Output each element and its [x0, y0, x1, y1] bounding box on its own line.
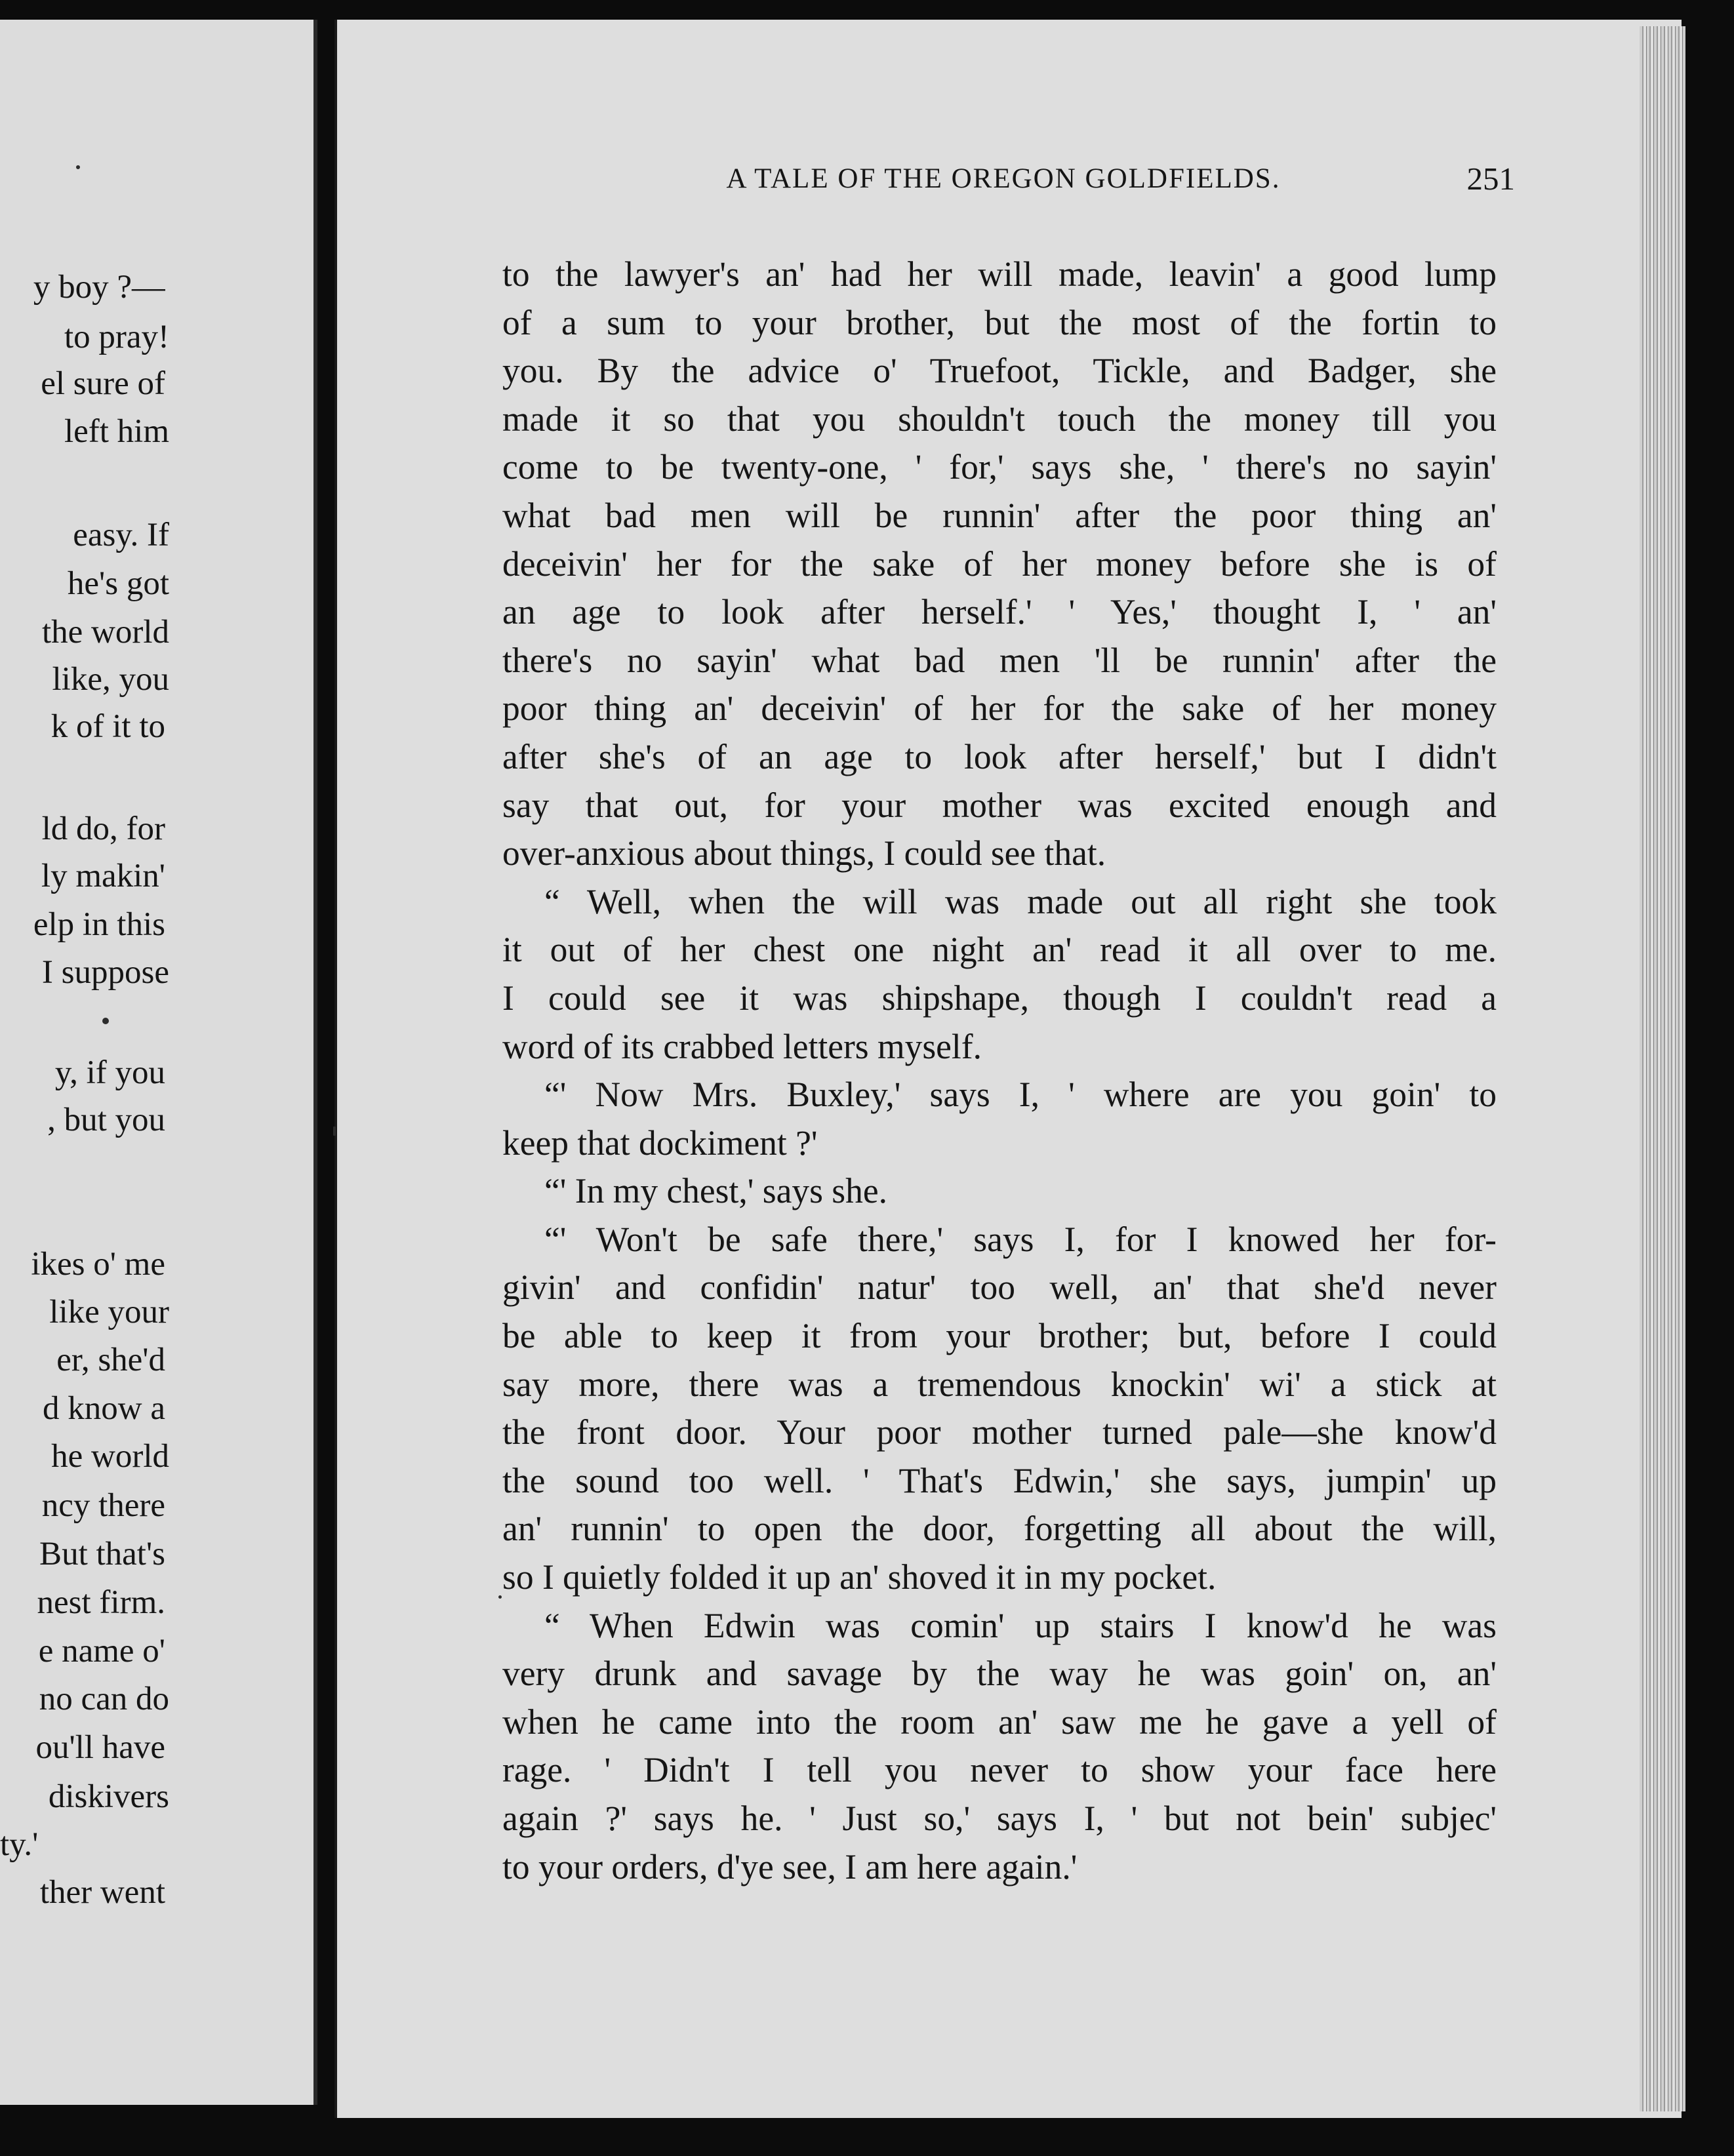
text-line: very drunk and savage by the way he was goin' on, an'	[502, 1654, 1497, 1694]
page-edges	[1640, 26, 1685, 2111]
text-line: over-anxious about things, I could see that.	[502, 833, 1106, 873]
left-fragment: ther went	[39, 1874, 165, 1911]
text-line: so I quietly folded it up an' shoved it in my pocket.	[502, 1557, 1217, 1597]
ink-speck	[76, 165, 80, 169]
left-fragment: nest firm.	[37, 1584, 165, 1621]
text-line: when he came into the room an' saw me he gave a yell of	[502, 1702, 1497, 1742]
left-fragment: diskivers	[48, 1778, 169, 1815]
ink-speck	[333, 1127, 336, 1136]
text-line: I could see it was shipshape, though I couldn't read a	[502, 978, 1497, 1018]
left-fragment: he's got	[67, 565, 169, 602]
left-fragment: ou'll have	[35, 1729, 165, 1766]
left-fragment: like your	[49, 1294, 169, 1330]
left-fragment: ty.'	[0, 1826, 39, 1863]
text-line: keep that dockiment ?'	[502, 1123, 818, 1163]
left-fragment: to pray!	[64, 319, 169, 355]
left-fragment: e name o'	[38, 1633, 165, 1669]
left-fragment: But that's	[39, 1536, 165, 1572]
left-fragment: the world	[41, 614, 169, 650]
left-fragment: he world	[51, 1438, 169, 1475]
page-number: 251	[1466, 161, 1515, 197]
text-line: rage. ' Didn't I tell you never to show your face here	[502, 1750, 1497, 1790]
text-line: you. By the advice o' Truefoot, Tickle, and Badger, she	[502, 351, 1497, 391]
ink-speck	[498, 1595, 502, 1599]
text-line: say more, there was a tremendous knockin' wi' a stick at	[502, 1364, 1497, 1404]
left-fragment: el sure of	[41, 365, 165, 402]
left-fragment: d know a	[43, 1390, 165, 1427]
left-fragment: , but you	[47, 1102, 165, 1138]
text-line: word of its crabbed letters myself.	[502, 1026, 982, 1066]
text-line: poor thing an' deceivin' of her for the sake of her money	[502, 689, 1497, 729]
text-line: givin' and confidin' natur' too well, an' that she'd never	[502, 1268, 1497, 1308]
text-line: there's no sayin' what bad men 'll be runnin' after the	[502, 640, 1497, 680]
text-line: again ?' says he. ' Just so,' says I, ' but not bein' subjec'	[502, 1799, 1497, 1838]
text-line: an age to look after herself.' ' Yes,' thought I, ' an'	[502, 592, 1497, 632]
left-fragment: like, you	[52, 661, 169, 698]
text-line: the sound too well. ' That's Edwin,' she says, jumpin' up	[502, 1460, 1497, 1500]
text-line: what bad men will be runnin' after the poor thing an'	[502, 495, 1497, 535]
left-fragment: left him	[64, 413, 169, 450]
left-fragment: k of it to	[50, 708, 165, 745]
text-line: made it so that you shouldn't touch the money till you	[502, 399, 1497, 439]
text-line: after she's of an age to look after herself,' but I didn't	[502, 736, 1497, 776]
left-fragment: er, she'd	[56, 1342, 165, 1378]
text-line: “ Well, when the will was made out all right she took	[544, 881, 1497, 921]
left-fragment: y boy ?—	[33, 269, 165, 306]
text-line: come to be twenty-one, ' for,' says she, ' there's no sayin'	[502, 447, 1497, 487]
text-line: “ When Edwin was comin' up stairs I know'd he was	[544, 1605, 1497, 1645]
text-line: the front door. Your poor mother turned pale—she know'd	[502, 1412, 1497, 1452]
text-line: an' runnin' to open the door, forgetting all about the will,	[502, 1509, 1497, 1549]
text-line: “' Now Mrs. Buxley,' says I, ' where are you goin' to	[544, 1075, 1497, 1115]
text-line: deceivin' her for the sake of her money before she is of	[502, 544, 1497, 584]
left-fragment: I suppose	[41, 954, 169, 991]
left-fragment: no can do	[39, 1681, 169, 1717]
running-head: A TALE OF THE OREGON GOLDFIELDS.	[726, 163, 1281, 194]
left-fragment: y, if you	[54, 1054, 165, 1091]
text-line: say that out, for your mother was excited enough and	[502, 785, 1497, 825]
text-line: “' Won't be safe there,' says I, for I knowed her for-	[544, 1219, 1497, 1259]
text-line: “' In my chest,' says she.	[544, 1171, 887, 1211]
left-page	[0, 20, 317, 2105]
ink-speck	[102, 1018, 109, 1024]
text-line: to the lawyer's an' had her will made, leavin' a good lump	[502, 254, 1497, 294]
body-text	[502, 250, 1497, 1891]
left-fragment: easy. If	[73, 517, 169, 553]
text-line: to your orders, d'ye see, I am here again.'	[502, 1847, 1078, 1886]
text-line: it out of her chest one night an' read it all over to me.	[502, 930, 1497, 970]
text-line: be able to keep it from your brother; but, before I could	[502, 1316, 1497, 1356]
left-fragment: ly makin'	[41, 858, 165, 894]
left-fragment: ikes o' me	[31, 1246, 165, 1283]
left-fragment: elp in this	[33, 906, 165, 943]
text-line: of a sum to your brother, but the most of the fortin to	[502, 302, 1497, 342]
left-fragment: ncy there	[41, 1487, 165, 1524]
left-fragment: ld do, for	[41, 810, 165, 847]
